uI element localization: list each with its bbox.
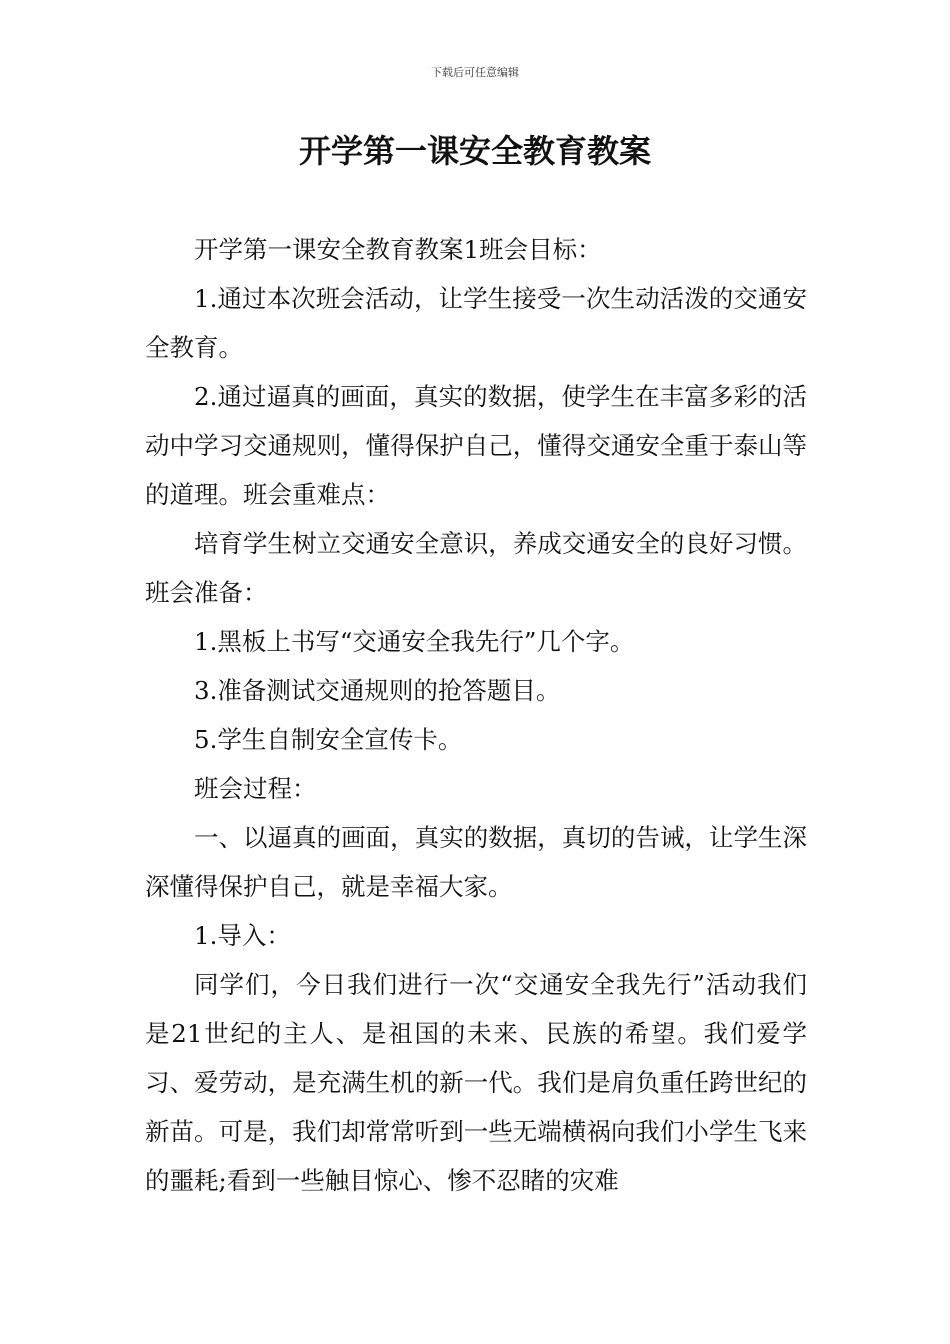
paragraph-objective-1: 1.通过本次班会活动，让学生接受一次生动活泼的交通安全教育。 [145,284,807,362]
header-note: 下载后可任意编辑 [431,66,519,79]
paragraph-process-heading: 班会过程： [194,774,317,803]
paragraph-prep-1: 1.黑板上书写“交通安全我先行”几个字。 [194,627,635,656]
paragraph-process-1: 一、以逼真的画面，真实的数据，真切的告诫，让学生深深懂得保护自己，就是幸福大家。 [145,823,807,901]
paragraph-objective-heading: 开学第一课安全教育教案1班会目标： [194,235,602,264]
document-body [145,225,807,1205]
document-title: 开学第一课安全教育教案 [298,132,651,170]
paragraph-intro-text: 同学们，今日我们进行一次“交通安全我先行”活动我们是21世纪的主人、是祖国的未来、民族的希望。我们爱学习、爱劳动，是充满生机的新一代。我们是肩负重任跨世纪的新苗。可是，我们却常常听到一些无端横祸向我们小学生飞来的噩耗;看到一些触目惊心、惨不忍睹的灾难 [145,970,807,1195]
paragraph-objective-2: 2.通过逼真的画面，真实的数据，使学生在丰富多彩的活动中学习交通规则，懂得保护自己，懂得交通安全重于泰山等的道理。班会重难点： [145,382,807,509]
paragraph-prep-3: 3.准备测试交通规则的抢答题目。 [194,676,561,705]
paragraph-intro-heading: 1.导入： [194,921,291,950]
paragraph-key-points: 培育学生树立交通安全意识，养成交通安全的良好习惯。班会准备： [145,529,807,607]
paragraph-prep-5: 5.学生自制安全宣传卡。 [194,725,463,754]
